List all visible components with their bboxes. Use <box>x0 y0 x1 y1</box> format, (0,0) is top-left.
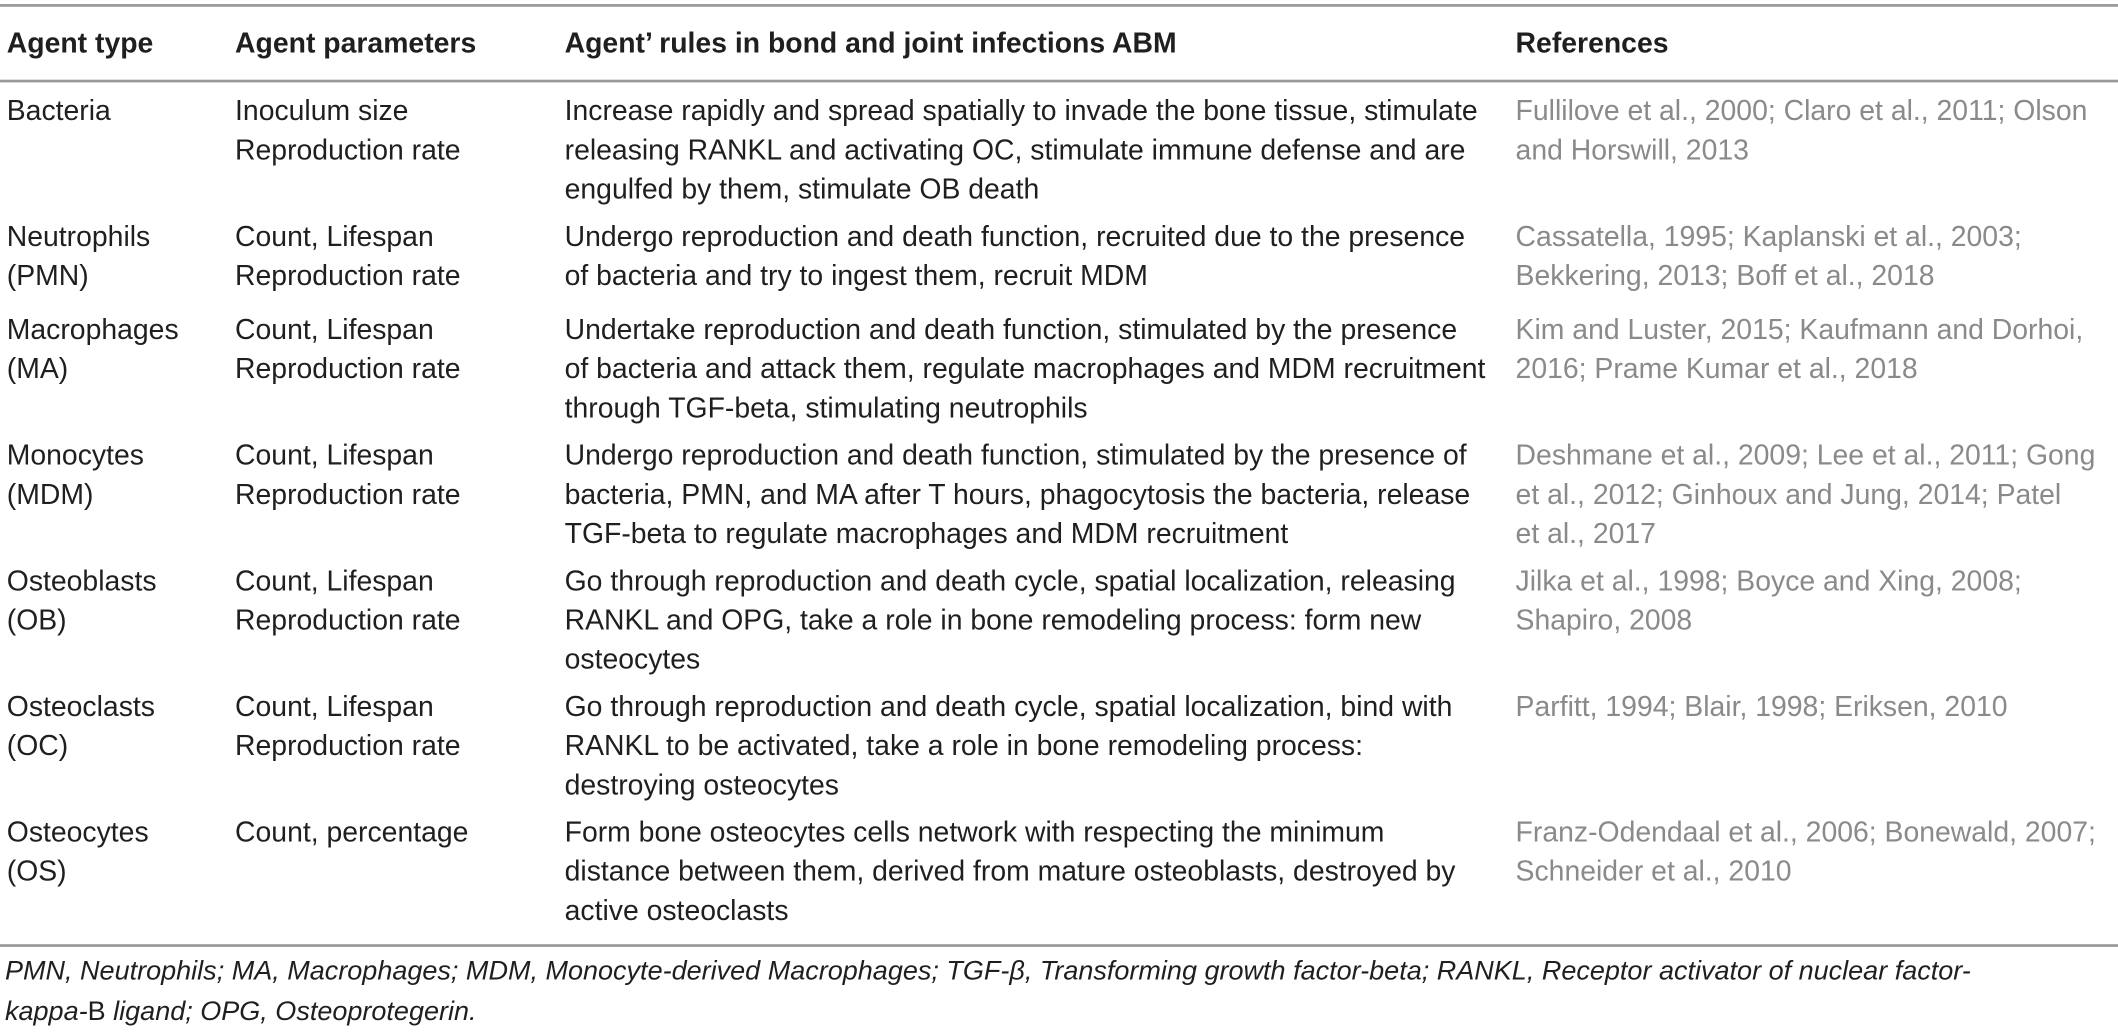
references-cell <box>1516 688 2008 727</box>
agent-rules-cell <box>565 92 1478 210</box>
cell-line: through TGF-beta, stimulating neutrophils <box>564 393 1088 425</box>
cell-line: Undergo reproduction and death function, recruited due to the presence <box>564 221 1466 253</box>
references-cell <box>1516 562 2022 640</box>
cell-line: Count, Lifespan <box>235 691 434 723</box>
agent-type-cell <box>7 688 155 766</box>
cell-line: active osteoclasts <box>564 895 789 927</box>
cell-line: Osteocytes <box>6 817 149 849</box>
cell-line: Reproduction rate <box>235 135 461 167</box>
cell-line: Undergo reproduction and death function, stimulated by the presence of <box>564 440 1467 472</box>
cell-line: Reproduction rate <box>235 605 461 637</box>
footnote-line-1: PMN, Neutrophils; MA, Macrophages; MDM, Monocyte-derived Macrophages; TGF-β, Transforming growth factor-beta; RANKL, Receptor activator of nuclear factor- <box>5 956 1971 987</box>
footnote-upright-b: B <box>87 996 106 1027</box>
header-agent-type: Agent type <box>6 28 154 60</box>
cell-line: et al., 2017 <box>1515 518 1656 550</box>
cell-line: RANKL to be activated, take a role in bone remodeling process: <box>564 730 1364 762</box>
cell-line: Count, percentage <box>235 817 469 849</box>
cell-line: Fullilove et al., 2000; Claro et al., 2011; Olson <box>1515 95 2088 127</box>
agent-parameters-cell <box>235 688 460 766</box>
cell-line: Count, Lifespan <box>235 314 434 346</box>
cell-line: Go through reproduction and death cycle, spatial localization, releasing <box>564 565 1456 598</box>
table-bottom-rule <box>0 944 2118 947</box>
agent-type-cell <box>7 562 157 640</box>
cell-line: engulfed by them, stimulate OB death <box>564 174 1040 206</box>
cell-line: distance between them, derived from mature osteoblasts, destroyed by <box>564 856 1456 888</box>
cell-line: Reproduction rate <box>235 730 461 762</box>
cell-line: Monocytes <box>6 440 144 472</box>
footnote-line-2-start: kappa- <box>5 996 88 1027</box>
cell-line: Go through reproduction and death cycle, spatial localization, bind with <box>564 691 1453 723</box>
cell-line: bacteria, PMN, and MA after T hours, phagocytosis the bacteria, release <box>564 479 1471 511</box>
cell-line: Macrophages <box>6 314 179 346</box>
cell-line: Bekkering, 2013; Boff et al., 2018 <box>1515 260 1935 292</box>
header-agent-rules: Agent’ rules in bond and joint infections ABM <box>564 28 1177 60</box>
cell-line: Neutrophils <box>6 221 151 253</box>
references-cell <box>1516 311 2084 389</box>
cell-line: Kim and Luster, 2015; Kaufmann and Dorhoi, <box>1515 314 2084 346</box>
agent-type-cell <box>7 813 149 891</box>
agent-rules-cell <box>565 562 1456 680</box>
cell-line: Undertake reproduction and death function, stimulated by the presence <box>564 314 1458 346</box>
agent-type-cell <box>7 436 144 514</box>
cell-line: Franz-Odendaal et al., 2006; Bonewald, 2007; <box>1515 817 2096 849</box>
cell-line: Count, Lifespan <box>235 440 434 472</box>
cell-line: (OS) <box>6 856 67 888</box>
cell-line: Jilka et al., 1998; Boyce and Xing, 2008; <box>1515 565 2022 598</box>
cell-line: TGF-beta to regulate macrophages and MDM recruitment <box>564 518 1289 550</box>
cell-line: et al., 2012; Ginhoux and Jung, 2014; Patel <box>1515 479 2062 511</box>
cell-line: Osteoblasts <box>6 565 157 598</box>
agent-rules-cell <box>565 311 1486 429</box>
cell-line: (MDM) <box>6 479 94 511</box>
cell-line: releasing RANKL and activating OC, stimulate immune defense and are <box>564 135 1466 167</box>
cell-line: Deshmane et al., 2009; Lee et al., 2011; Gong <box>1515 440 2096 472</box>
cell-line: Reproduction rate <box>235 479 461 511</box>
cell-line: (OC) <box>6 730 69 762</box>
cell-line: osteocytes <box>564 644 701 676</box>
cell-line: Count, Lifespan <box>235 221 434 253</box>
header-agent-parameters: Agent parameters <box>235 28 477 60</box>
cell-line: of bacteria and attack them, regulate macrophages and MDM recruitment <box>564 353 1486 385</box>
cell-line: Bacteria <box>6 95 111 127</box>
agent-parameters-cell <box>235 217 460 295</box>
cell-line: Form bone osteocytes cells network with respecting the minimum <box>564 817 1385 849</box>
references-cell <box>1516 436 2096 554</box>
agent-rules-cell <box>565 688 1453 806</box>
agent-parameters-cell <box>235 562 460 640</box>
agent-rules-cell <box>565 813 1456 931</box>
cell-line: Count, Lifespan <box>235 565 434 598</box>
agent-parameters-cell <box>235 436 460 514</box>
agent-parameters-cell <box>235 813 468 852</box>
agent-type-cell <box>7 311 179 389</box>
header-references: References <box>1515 28 1669 60</box>
cell-line: Inoculum size <box>235 95 409 127</box>
cell-line: and Horswill, 2013 <box>1515 135 1749 167</box>
table-header-rule <box>0 80 2118 83</box>
cell-line: (OB) <box>6 605 67 637</box>
cell-line: 2016; Prame Kumar et al., 2018 <box>1515 353 1918 385</box>
cell-line: Reproduction rate <box>235 353 461 385</box>
cell-line: Increase rapidly and spread spatially to invade the bone tissue, stimulate <box>564 95 1478 127</box>
cell-line: Cassatella, 1995; Kaplanski et al., 2003; <box>1515 221 2022 253</box>
references-cell <box>1516 813 2096 891</box>
cell-line: Osteoclasts <box>6 691 155 723</box>
agent-rules-cell <box>565 217 1465 295</box>
references-cell <box>1516 92 2088 170</box>
cell-line: destroying osteocytes <box>564 769 839 802</box>
table-footnote <box>5 951 2112 1032</box>
cell-line: of bacteria and try to ingest them, recruit MDM <box>564 260 1148 292</box>
agent-rules-cell <box>565 436 1471 554</box>
cell-line: (PMN) <box>6 260 89 292</box>
agent-parameters-cell <box>235 92 460 170</box>
cell-line: (MA) <box>6 353 69 385</box>
cell-line: RANKL and OPG, take a role in bone remodeling process: form new <box>564 605 1422 637</box>
agent-type-cell <box>7 92 111 131</box>
cell-line: Shapiro, 2008 <box>1515 605 1693 637</box>
footnote-line-2-end: ligand; OPG, Osteoprotegerin. <box>105 996 477 1027</box>
agent-type-cell <box>7 217 150 295</box>
cell-line: Schneider et al., 2010 <box>1515 856 1792 888</box>
cell-line: Reproduction rate <box>235 260 461 292</box>
footnote-line-2 <box>5 991 2112 1032</box>
references-cell <box>1516 217 2022 295</box>
cell-line: Parfitt, 1994; Blair, 1998; Eriksen, 2010 <box>1515 691 2008 723</box>
agent-parameters-cell <box>235 311 460 389</box>
